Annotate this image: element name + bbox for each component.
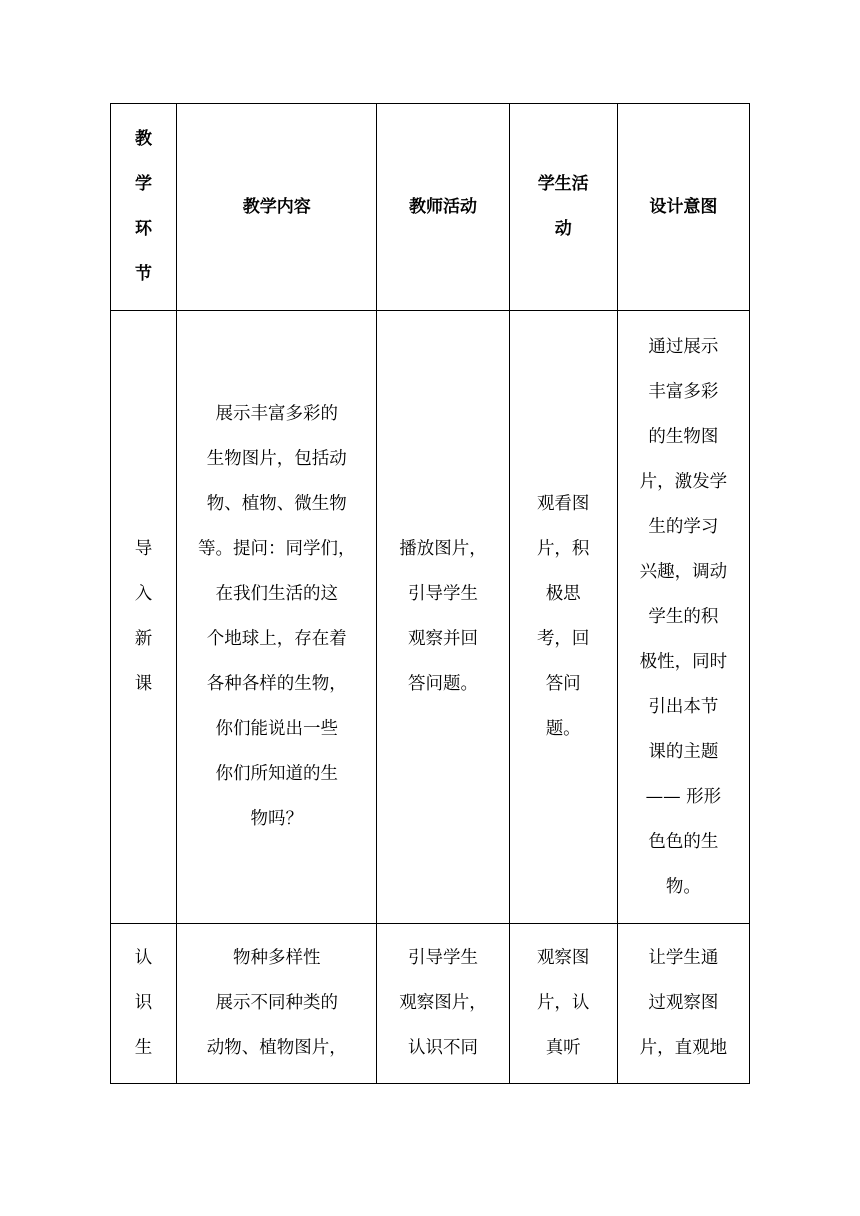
student-cell (509, 311, 617, 924)
header-intent-text: 设计意图 (649, 196, 718, 217)
intent-cell (617, 924, 749, 1084)
header-student-text: 学生活 动 (537, 174, 589, 239)
header-teacher-cell (377, 104, 509, 311)
stage-text: 导 入 新 课 (134, 539, 153, 694)
content-cell (177, 311, 377, 924)
header-intent-cell (617, 104, 749, 311)
header-content-cell (177, 104, 377, 311)
table-header-row (111, 104, 750, 311)
teacher-cell (377, 924, 509, 1084)
header-stage-text: 教 学 环 节 (135, 129, 153, 284)
stage-text: 认 识 生 (134, 948, 153, 1058)
table-row (111, 311, 750, 924)
intent-cell (617, 311, 749, 924)
stage-cell (111, 924, 177, 1084)
intent-text: 通过展示 丰富多彩 的生物图 片，激发学 生的学习 兴趣，调动 学生的积 极性，同时 引出本节 课的主题 —— 形形 色色的生 物。 (639, 336, 728, 897)
header-student-cell (509, 104, 617, 311)
content-text: 物种多样性 展示不同种类的 动物、植物图片， (206, 948, 347, 1058)
stage-cell (111, 311, 177, 924)
content-text: 展示丰富多彩的 生物图片，包括动 物、植物、微生物 等。提问：同学们， 在我们生活的这 个地球上，存在着 各种各样的生物， 你们能说出一些 你们所知道的生 物吗？ (198, 404, 356, 829)
header-teacher-text: 教师活动 (409, 196, 477, 217)
intent-text: 让学生通 过观察图 片，直观地 (639, 948, 728, 1058)
table-row (111, 924, 750, 1084)
header-stage-cell (111, 104, 177, 311)
student-cell (509, 924, 617, 1084)
student-text: 观察图 片，认 真听 (536, 948, 590, 1058)
teacher-text: 引导学生 观察图片， 认识不同 (399, 948, 487, 1058)
teacher-text: 播放图片， 引导学生 观察并回 答问题。 (399, 539, 487, 694)
header-content-text: 教学内容 (242, 196, 311, 217)
student-text: 观看图 片，积 极思 考，回 答问 题。 (536, 494, 590, 739)
content-cell (177, 924, 377, 1084)
teacher-cell (377, 311, 509, 924)
lesson-plan-table (110, 103, 750, 1084)
